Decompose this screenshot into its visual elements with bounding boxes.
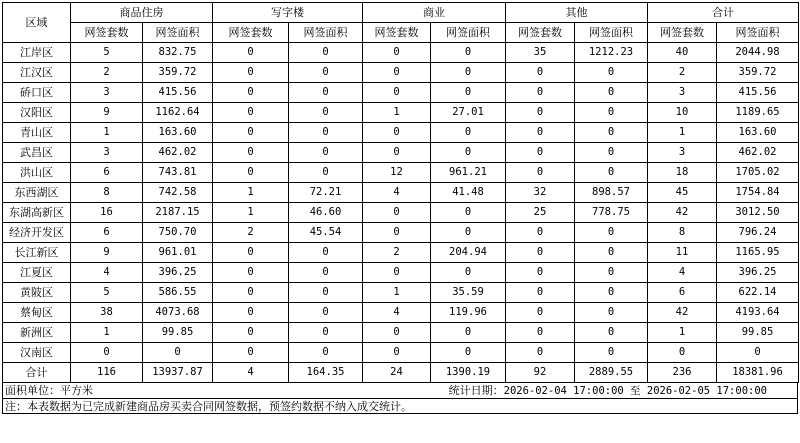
count-cell: 0	[506, 243, 575, 263]
count-cell: 1	[71, 123, 143, 143]
table-note: 注：本表数据为已完成新建商品房买卖合同网签数据，预签约数据不纳入成交统计。	[2, 399, 798, 414]
region-cell: 江岸区	[3, 43, 71, 63]
count-cell: 0	[363, 323, 431, 343]
area-cell: 622.14	[717, 283, 799, 303]
stat-date-label: 统计日期：	[448, 384, 504, 397]
area-cell: 27.01	[431, 103, 506, 123]
area-cell: 99.85	[143, 323, 213, 343]
table-row	[3, 183, 799, 203]
header-area: 网签面积	[717, 23, 799, 43]
area-cell: 1754.84	[717, 183, 799, 203]
count-cell: 1	[648, 323, 717, 343]
table-row	[3, 83, 799, 103]
area-unit-label: 面积单位：平方米	[5, 384, 93, 397]
stat-date	[449, 383, 767, 398]
area-cell: 0	[289, 123, 363, 143]
count-cell: 6	[648, 283, 717, 303]
region-cell: 新洲区	[3, 323, 71, 343]
area-cell: 1705.02	[717, 163, 799, 183]
count-cell: 8	[648, 223, 717, 243]
area-cell: 13937.87	[143, 363, 213, 383]
area-cell: 204.94	[431, 243, 506, 263]
area-cell: 0	[575, 303, 648, 323]
header-count: 网签套数	[213, 23, 289, 43]
area-cell: 0	[575, 123, 648, 143]
count-cell: 0	[506, 323, 575, 343]
count-cell: 0	[506, 303, 575, 323]
area-cell: 164.35	[289, 363, 363, 383]
count-cell: 92	[506, 363, 575, 383]
area-cell: 0	[431, 223, 506, 243]
region-cell: 长江新区	[3, 243, 71, 263]
count-cell: 0	[506, 223, 575, 243]
count-cell: 42	[648, 203, 717, 223]
region-cell: 东湖高新区	[3, 203, 71, 223]
count-cell: 0	[213, 283, 289, 303]
header-group-total: 合计	[648, 3, 799, 23]
count-cell: 35	[506, 43, 575, 63]
area-cell: 0	[289, 283, 363, 303]
area-cell: 163.60	[717, 123, 799, 143]
area-cell: 0	[289, 163, 363, 183]
table-header	[3, 3, 799, 43]
count-cell: 11	[648, 243, 717, 263]
region-cell: 武昌区	[3, 143, 71, 163]
area-cell: 462.02	[143, 143, 213, 163]
table-row	[3, 123, 799, 143]
region-cell: 江夏区	[3, 263, 71, 283]
count-cell: 1	[213, 203, 289, 223]
area-cell: 0	[431, 343, 506, 363]
area-cell: 45.54	[289, 223, 363, 243]
area-cell: 0	[289, 343, 363, 363]
area-cell: 4073.68	[143, 303, 213, 323]
area-cell: 99.85	[717, 323, 799, 343]
count-cell: 12	[363, 163, 431, 183]
count-cell: 2	[648, 63, 717, 83]
count-cell: 1	[213, 183, 289, 203]
table-row	[3, 303, 799, 323]
area-cell: 832.75	[143, 43, 213, 63]
count-cell: 0	[648, 343, 717, 363]
count-cell: 8	[71, 183, 143, 203]
area-cell: 0	[575, 243, 648, 263]
count-cell: 0	[363, 83, 431, 103]
count-cell: 0	[213, 143, 289, 163]
count-cell: 3	[648, 83, 717, 103]
area-cell: 163.60	[143, 123, 213, 143]
header-group-residential: 商品住房	[71, 3, 213, 23]
count-cell: 1	[363, 283, 431, 303]
table-row	[3, 363, 799, 383]
count-cell: 0	[363, 223, 431, 243]
count-cell: 6	[71, 163, 143, 183]
count-cell: 25	[506, 203, 575, 223]
count-cell: 3	[648, 143, 717, 163]
count-cell: 16	[71, 203, 143, 223]
count-cell: 5	[71, 43, 143, 63]
area-cell: 0	[575, 343, 648, 363]
count-cell: 0	[213, 243, 289, 263]
count-cell: 0	[506, 63, 575, 83]
count-cell: 0	[213, 303, 289, 323]
area-cell: 462.02	[717, 143, 799, 163]
table-row	[3, 243, 799, 263]
area-cell: 35.59	[431, 283, 506, 303]
count-cell: 24	[363, 363, 431, 383]
area-cell: 0	[431, 263, 506, 283]
area-cell: 961.01	[143, 243, 213, 263]
count-cell: 0	[213, 43, 289, 63]
count-cell: 18	[648, 163, 717, 183]
region-cell: 青山区	[3, 123, 71, 143]
header-area: 网签面积	[143, 23, 213, 43]
table-row	[3, 323, 799, 343]
count-cell: 0	[363, 63, 431, 83]
header-count: 网签套数	[648, 23, 717, 43]
table-body	[3, 43, 799, 383]
count-cell: 0	[363, 123, 431, 143]
area-cell: 4193.64	[717, 303, 799, 323]
area-cell: 2044.98	[717, 43, 799, 63]
count-cell: 0	[213, 123, 289, 143]
area-cell: 46.60	[289, 203, 363, 223]
header-group-other: 其他	[506, 3, 648, 23]
table-row	[3, 283, 799, 303]
area-cell: 415.56	[143, 83, 213, 103]
region-cell: 汉南区	[3, 343, 71, 363]
count-cell: 38	[71, 303, 143, 323]
header-count: 网签套数	[363, 23, 431, 43]
region-cell: 江汉区	[3, 63, 71, 83]
count-cell: 1	[363, 103, 431, 123]
count-cell: 2	[363, 243, 431, 263]
count-cell: 1	[71, 323, 143, 343]
region-cell: 合计	[3, 363, 71, 383]
count-cell: 0	[213, 63, 289, 83]
count-cell: 3	[71, 83, 143, 103]
area-cell: 0	[431, 203, 506, 223]
count-cell: 0	[506, 163, 575, 183]
area-cell: 0	[717, 343, 799, 363]
area-cell: 750.70	[143, 223, 213, 243]
area-cell: 359.72	[143, 63, 213, 83]
count-cell: 0	[506, 283, 575, 303]
area-cell: 796.24	[717, 223, 799, 243]
table-row	[3, 343, 799, 363]
area-cell: 0	[289, 263, 363, 283]
count-cell: 9	[71, 103, 143, 123]
area-cell: 0	[575, 263, 648, 283]
area-cell: 1212.23	[575, 43, 648, 63]
count-cell: 2	[213, 223, 289, 243]
area-cell: 0	[575, 83, 648, 103]
area-cell: 396.25	[143, 263, 213, 283]
area-cell: 0	[289, 103, 363, 123]
area-cell: 0	[575, 323, 648, 343]
area-cell: 0	[431, 123, 506, 143]
header-region: 区域	[3, 3, 71, 43]
area-cell: 0	[575, 63, 648, 83]
area-cell: 0	[431, 83, 506, 103]
region-cell: 经济开发区	[3, 223, 71, 243]
area-cell: 0	[289, 323, 363, 343]
area-cell: 0	[289, 63, 363, 83]
area-cell: 41.48	[431, 183, 506, 203]
table-row	[3, 223, 799, 243]
count-cell: 32	[506, 183, 575, 203]
area-cell: 0	[431, 63, 506, 83]
count-cell: 0	[213, 83, 289, 103]
area-cell: 0	[289, 303, 363, 323]
area-cell: 18381.96	[717, 363, 799, 383]
header-group-commercial: 商业	[363, 3, 506, 23]
region-cell: 东西湖区	[3, 183, 71, 203]
area-cell: 0	[431, 143, 506, 163]
count-cell: 116	[71, 363, 143, 383]
count-cell: 4	[71, 263, 143, 283]
area-cell: 0	[431, 323, 506, 343]
count-cell: 0	[363, 203, 431, 223]
count-cell: 0	[506, 263, 575, 283]
count-cell: 0	[71, 343, 143, 363]
area-cell: 1390.19	[431, 363, 506, 383]
count-cell: 0	[506, 143, 575, 163]
area-cell: 0	[575, 283, 648, 303]
area-cell: 1162.64	[143, 103, 213, 123]
table-row	[3, 43, 799, 63]
area-cell: 778.75	[575, 203, 648, 223]
area-cell: 2889.55	[575, 363, 648, 383]
area-cell: 743.81	[143, 163, 213, 183]
area-cell: 0	[289, 243, 363, 263]
area-cell: 0	[289, 143, 363, 163]
count-cell: 42	[648, 303, 717, 323]
table-row	[3, 203, 799, 223]
count-cell: 9	[71, 243, 143, 263]
count-cell: 4	[363, 183, 431, 203]
count-cell: 0	[213, 103, 289, 123]
header-area: 网签面积	[575, 23, 648, 43]
area-cell: 961.21	[431, 163, 506, 183]
count-cell: 4	[363, 303, 431, 323]
header-area: 网签面积	[431, 23, 506, 43]
area-cell: 119.96	[431, 303, 506, 323]
count-cell: 3	[71, 143, 143, 163]
count-cell: 0	[213, 163, 289, 183]
count-cell: 10	[648, 103, 717, 123]
table-row	[3, 163, 799, 183]
region-cell: 蔡甸区	[3, 303, 71, 323]
header-area: 网签面积	[289, 23, 363, 43]
area-cell: 0	[575, 143, 648, 163]
region-cell: 黄陂区	[3, 283, 71, 303]
stat-date-range: 2026-02-04 17:00:00 至 2026-02-05 17:00:00	[503, 385, 767, 397]
count-cell: 0	[363, 43, 431, 63]
area-cell: 0	[431, 43, 506, 63]
sales-table	[2, 2, 799, 383]
region-cell: 汉阳区	[3, 103, 71, 123]
count-cell: 4	[213, 363, 289, 383]
count-cell: 0	[506, 103, 575, 123]
header-group-office: 写字楼	[213, 3, 363, 23]
area-cell: 0	[575, 103, 648, 123]
count-cell: 236	[648, 363, 717, 383]
count-cell: 4	[648, 263, 717, 283]
area-cell: 1189.65	[717, 103, 799, 123]
count-cell: 0	[213, 323, 289, 343]
count-cell: 2	[71, 63, 143, 83]
area-cell: 742.58	[143, 183, 213, 203]
count-cell: 6	[71, 223, 143, 243]
area-cell: 0	[575, 223, 648, 243]
area-cell: 415.56	[717, 83, 799, 103]
count-cell: 0	[506, 123, 575, 143]
header-count: 网签套数	[506, 23, 575, 43]
area-cell: 359.72	[717, 63, 799, 83]
count-cell: 0	[213, 343, 289, 363]
region-cell: 洪山区	[3, 163, 71, 183]
table-row	[3, 103, 799, 123]
table-row	[3, 143, 799, 163]
count-cell: 0	[506, 343, 575, 363]
area-cell: 72.21	[289, 183, 363, 203]
count-cell: 0	[363, 343, 431, 363]
count-cell: 45	[648, 183, 717, 203]
count-cell: 0	[506, 83, 575, 103]
area-cell: 898.57	[575, 183, 648, 203]
area-cell: 0	[575, 163, 648, 183]
region-cell: 硚口区	[3, 83, 71, 103]
table-footer	[2, 383, 798, 399]
table-row	[3, 63, 799, 83]
report-container	[2, 2, 798, 414]
area-cell: 1165.95	[717, 243, 799, 263]
header-count: 网签套数	[71, 23, 143, 43]
count-cell: 0	[363, 143, 431, 163]
area-cell: 586.55	[143, 283, 213, 303]
area-cell: 0	[289, 43, 363, 63]
area-cell: 3012.50	[717, 203, 799, 223]
count-cell: 5	[71, 283, 143, 303]
count-cell: 40	[648, 43, 717, 63]
area-cell: 2187.15	[143, 203, 213, 223]
count-cell: 0	[213, 263, 289, 283]
area-cell: 396.25	[717, 263, 799, 283]
table-row	[3, 263, 799, 283]
count-cell: 1	[648, 123, 717, 143]
area-cell: 0	[143, 343, 213, 363]
count-cell: 0	[363, 263, 431, 283]
area-cell: 0	[289, 83, 363, 103]
